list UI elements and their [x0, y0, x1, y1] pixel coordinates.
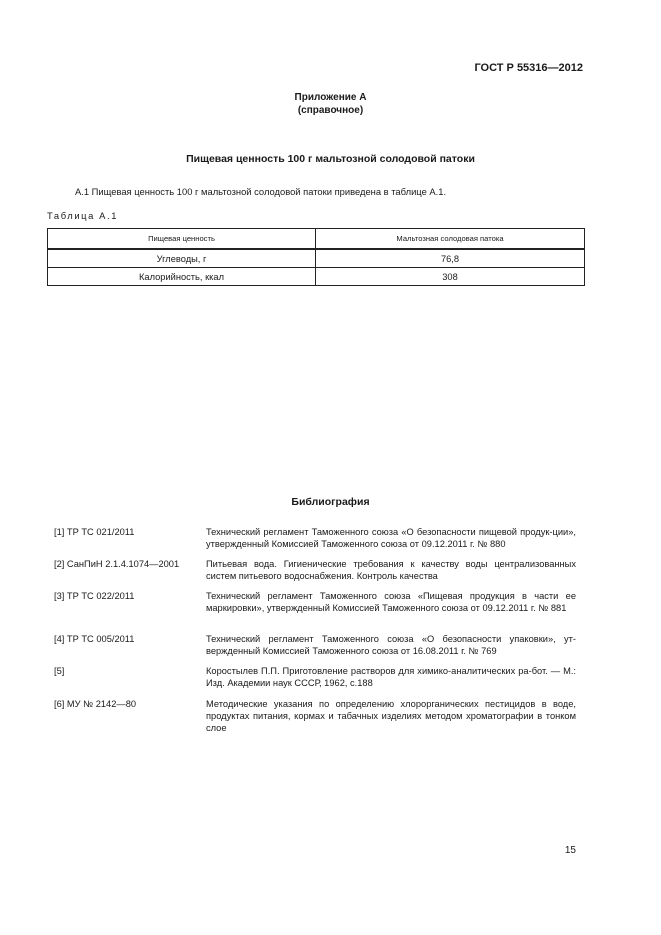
bibliography-text: Технический регламент Таможенного союза «О безопасности пищевой продук-ции», утвержденный Комиссией Таможенного союза от 09.12.2011 г. № 880: [206, 527, 576, 550]
bibliography-text: Питьевая вода. Гигиенические требования к качеству воды централизованных систем питьевого водоснабжения. Контроль качества: [206, 559, 576, 582]
appendix-title: Приложение А: [294, 92, 367, 103]
nutrition-table: [47, 228, 585, 286]
table-row: [48, 249, 585, 268]
section-title: Пищевая ценность 100 г мальтозной солодовой патоки: [186, 153, 475, 165]
bibliography-code: [1] ТР ТС 021/2011: [54, 527, 135, 537]
page-number: 15: [564, 845, 576, 856]
bibliography-code: [2] СанПиН 2.1.4.1074—2001: [54, 559, 180, 569]
table-cell: Углеводы, г: [48, 249, 316, 268]
bibliography-code: [5]: [54, 666, 65, 676]
bibliography-title: Библиография: [291, 496, 370, 508]
bibliography-text: Технический регламент Таможенного союза «Пищевая продукция в части ее маркировки», утвержденный Комиссией Таможенного союза от 09.12.2011 г. № 881: [206, 591, 576, 614]
table-row: [48, 268, 585, 286]
table-cell: Калорийность, ккал: [48, 268, 316, 286]
table-header-row: [48, 229, 585, 250]
table-header-cell: Пищевая ценность: [48, 229, 316, 250]
bibliography-text: Методические указания по определению хлорорганических пестицидов в воде, продуктах питания, кормах и табачных изделиях методом хроматографии в тонком слое: [206, 699, 576, 734]
bibliography-code: [4] ТР ТС 005/2011: [54, 634, 135, 644]
section-paragraph: А.1 Пищевая ценность 100 г мальтозной солодовой патоки приведена в таблице А.1.: [75, 186, 447, 197]
bibliography-code: [3] ТР ТС 022/2011: [54, 591, 135, 601]
table-cell: 308: [316, 268, 585, 286]
bibliography-text: Коростылев П.П. Приготовление растворов для химико-аналитических ра-бот. — М.: Изд. Академии наук СССР, 1962, с.188: [206, 666, 576, 689]
bibliography-text: Технический регламент Таможенного союза «О безопасности упаковки», ут-вержденный Комиссией Таможенного союза от 16.08.2011 г. № 769: [206, 634, 576, 657]
table-cell: 76,8: [316, 249, 585, 268]
appendix-status: (справочное): [297, 105, 364, 116]
table-header-cell: Мальтозная солодовая патока: [316, 229, 585, 250]
bibliography-code: [6] МУ № 2142—80: [54, 699, 137, 709]
table-label: Таблица А.1: [47, 210, 119, 221]
standard-number: ГОСТ Р 55316—2012: [474, 62, 583, 74]
